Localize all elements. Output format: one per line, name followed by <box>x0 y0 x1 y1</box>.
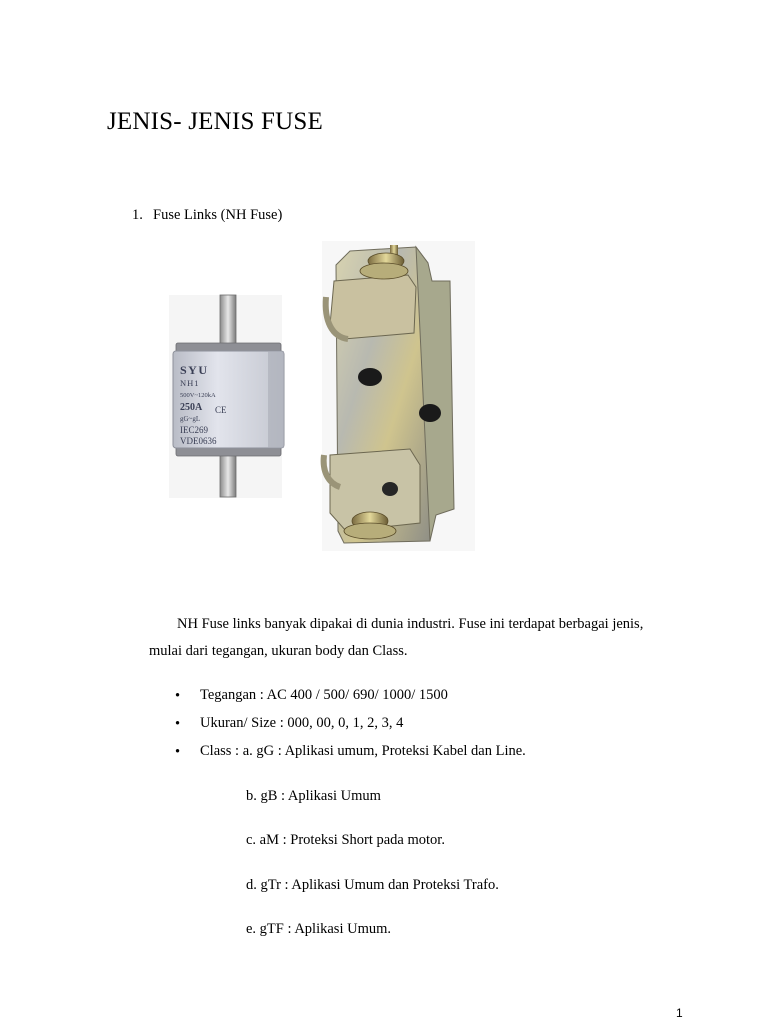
bullet-icon: • <box>175 744 181 760</box>
class-item: e. gTF : Aplikasi Umum. <box>246 921 391 937</box>
bullet-text: Ukuran/ Size : 000, 00, 0, 1, 2, 3, 4 <box>200 715 404 731</box>
spec-bullet-list <box>175 686 526 770</box>
bullet-icon: • <box>175 716 181 732</box>
page-title: JENIS- JENIS FUSE <box>107 108 323 135</box>
fuse-illustration <box>158 241 475 551</box>
fuse-standard: IEC269 <box>180 425 208 435</box>
class-item: c. aM : Proteksi Short pada motor. <box>246 832 445 848</box>
bullet-icon: • <box>175 688 181 704</box>
fuse-current: 250A <box>180 402 203 413</box>
fuse-model: NH1 <box>180 378 200 388</box>
list-item <box>175 742 526 770</box>
fuse-class: gG~gL <box>180 415 201 423</box>
list-item <box>175 686 526 714</box>
fuse-brand: SYU <box>180 363 209 377</box>
list-item <box>175 714 526 742</box>
page-number: 1 <box>676 1006 683 1020</box>
fuse-ce-mark: CE <box>215 405 227 415</box>
nh-fuse-figure <box>158 241 475 551</box>
fuse-vde: VDE0636 <box>180 436 217 446</box>
bullet-text: Class : a. gG : Aplikasi umum, Proteksi Kabel dan Line. <box>200 743 526 759</box>
class-item: b. gB : Aplikasi Umum <box>246 788 381 804</box>
section-label: Fuse Links (NH Fuse) <box>153 207 283 223</box>
intro-paragraph <box>149 611 694 665</box>
fuse-holder-icon <box>324 245 454 543</box>
class-item: d. gTr : Aplikasi Umum dan Proteksi Trafo. <box>246 877 499 893</box>
section-heading <box>132 207 282 224</box>
section-number: 1. <box>132 207 143 223</box>
fuse-rating: 500V~120kA <box>180 392 216 399</box>
bullet-text: Tegangan : AC 400 / 500/ 690/ 1000/ 1500 <box>200 687 448 703</box>
paragraph-line-2: mulai dari tegangan, ukuran body dan Class. <box>149 643 408 659</box>
paragraph-line-1: NH Fuse links banyak dipakai di dunia industri. Fuse ini terdapat berbagai jenis, <box>177 616 644 632</box>
